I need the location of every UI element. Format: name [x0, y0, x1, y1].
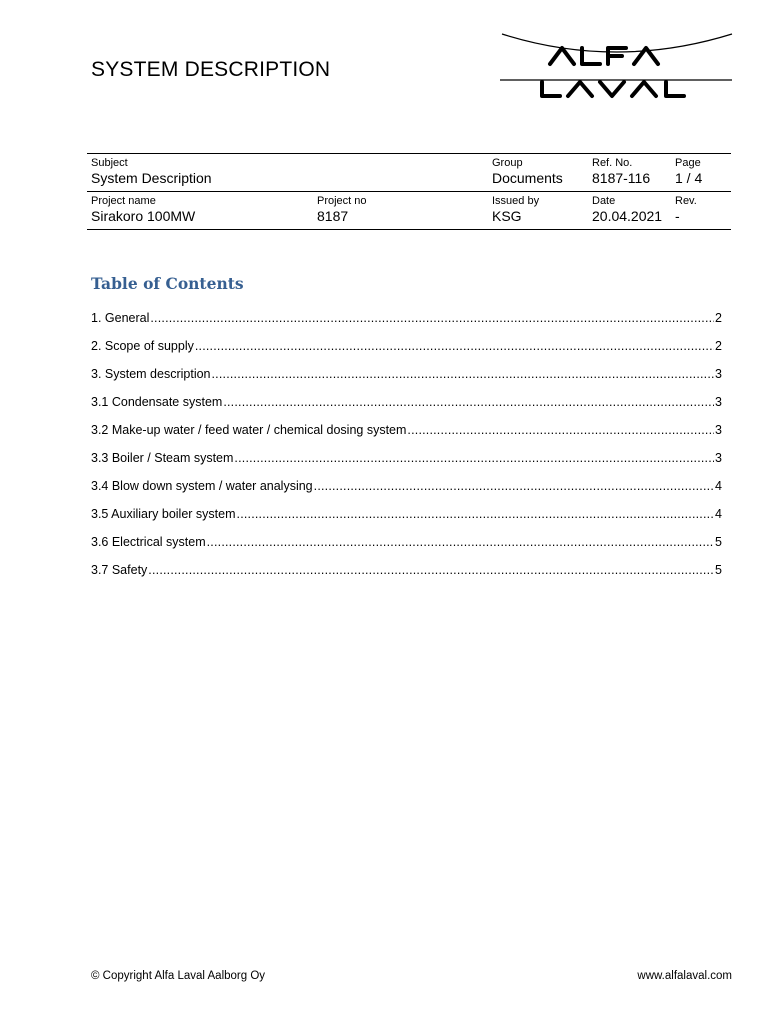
toc-entry-title: 3.4 Blow down system / water analysing [91, 479, 313, 493]
toc-entry-title: 3.6 Electrical system [91, 535, 206, 549]
document-title: SYSTEM DESCRIPTION [91, 58, 331, 81]
project-no-label: Project no [317, 195, 367, 207]
date-value: 20.04.2021 [592, 208, 663, 224]
subject-value: System Description [91, 170, 212, 186]
toc-entry[interactable] [91, 366, 722, 394]
alfa-laval-logo [498, 30, 734, 102]
toc-entry-title: 1. General [91, 311, 150, 325]
toc-entry-title: 3. System description [91, 367, 211, 381]
subject-label: Subject [91, 157, 128, 169]
toc-leader [314, 478, 714, 494]
toc-leader [237, 506, 715, 522]
footer-website-link[interactable]: www.alfalaval.com [637, 970, 732, 982]
toc-entry-page: 4 [715, 507, 722, 521]
toc-entry-page: 3 [715, 395, 722, 409]
toc-entry[interactable] [91, 478, 722, 506]
toc-entry[interactable] [91, 338, 722, 366]
toc-entry-title: 3.7 Safety [91, 563, 148, 577]
toc-entry-title: 3.3 Boiler / Steam system [91, 451, 234, 465]
toc-entry[interactable] [91, 506, 722, 534]
toc-entry[interactable] [91, 422, 722, 450]
refno-label: Ref. No. [592, 157, 633, 169]
project-name-label: Project name [91, 195, 156, 207]
toc-leader [195, 338, 714, 354]
toc-entry[interactable] [91, 394, 722, 422]
toc-entry[interactable] [91, 450, 722, 478]
project-no-value: 8187 [317, 208, 349, 224]
toc-entry-page: 5 [715, 535, 722, 549]
toc-entry[interactable] [91, 562, 722, 590]
toc-leader [150, 310, 714, 326]
table-of-contents [91, 310, 722, 590]
group-value: Documents [492, 170, 563, 186]
toc-leader [148, 562, 714, 578]
toc-leader [212, 366, 715, 382]
toc-entry-page: 3 [715, 367, 722, 381]
toc-entry[interactable] [91, 310, 722, 338]
toc-entry-title: 3.2 Make-up water / feed water / chemical dosing system [91, 423, 407, 437]
toc-entry-page: 2 [715, 311, 722, 325]
refno-value: 8187-116 [592, 170, 651, 186]
issued-by-value: KSG [492, 208, 522, 224]
toc-heading: Table of Contents [91, 274, 244, 293]
rev-value: - [675, 208, 680, 224]
page-label: Page [675, 157, 701, 169]
footer-copyright: © Copyright Alfa Laval Aalborg Oy [91, 970, 266, 982]
toc-leader [407, 422, 714, 438]
rev-label: Rev. [675, 195, 697, 207]
toc-entry-page: 5 [715, 563, 722, 577]
toc-entry-title: 3.5 Auxiliary boiler system [91, 507, 236, 521]
toc-entry-title: 2. Scope of supply [91, 339, 194, 353]
toc-entry-page: 3 [715, 451, 722, 465]
toc-entry-title: 3.1 Condensate system [91, 395, 223, 409]
document-info-table [87, 153, 731, 230]
page-value: 1 / 4 [675, 170, 703, 186]
toc-entry-page: 4 [715, 479, 722, 493]
toc-entry-page: 3 [715, 423, 722, 437]
toc-entry-page: 2 [715, 339, 722, 353]
toc-entry[interactable] [91, 534, 722, 562]
toc-leader [223, 394, 714, 410]
toc-leader [207, 534, 714, 550]
group-label: Group [492, 157, 523, 169]
date-label: Date [592, 195, 616, 207]
toc-leader [234, 450, 714, 466]
issued-by-label: Issued by [492, 195, 540, 207]
project-name-value: Sirakoro 100MW [91, 208, 196, 224]
